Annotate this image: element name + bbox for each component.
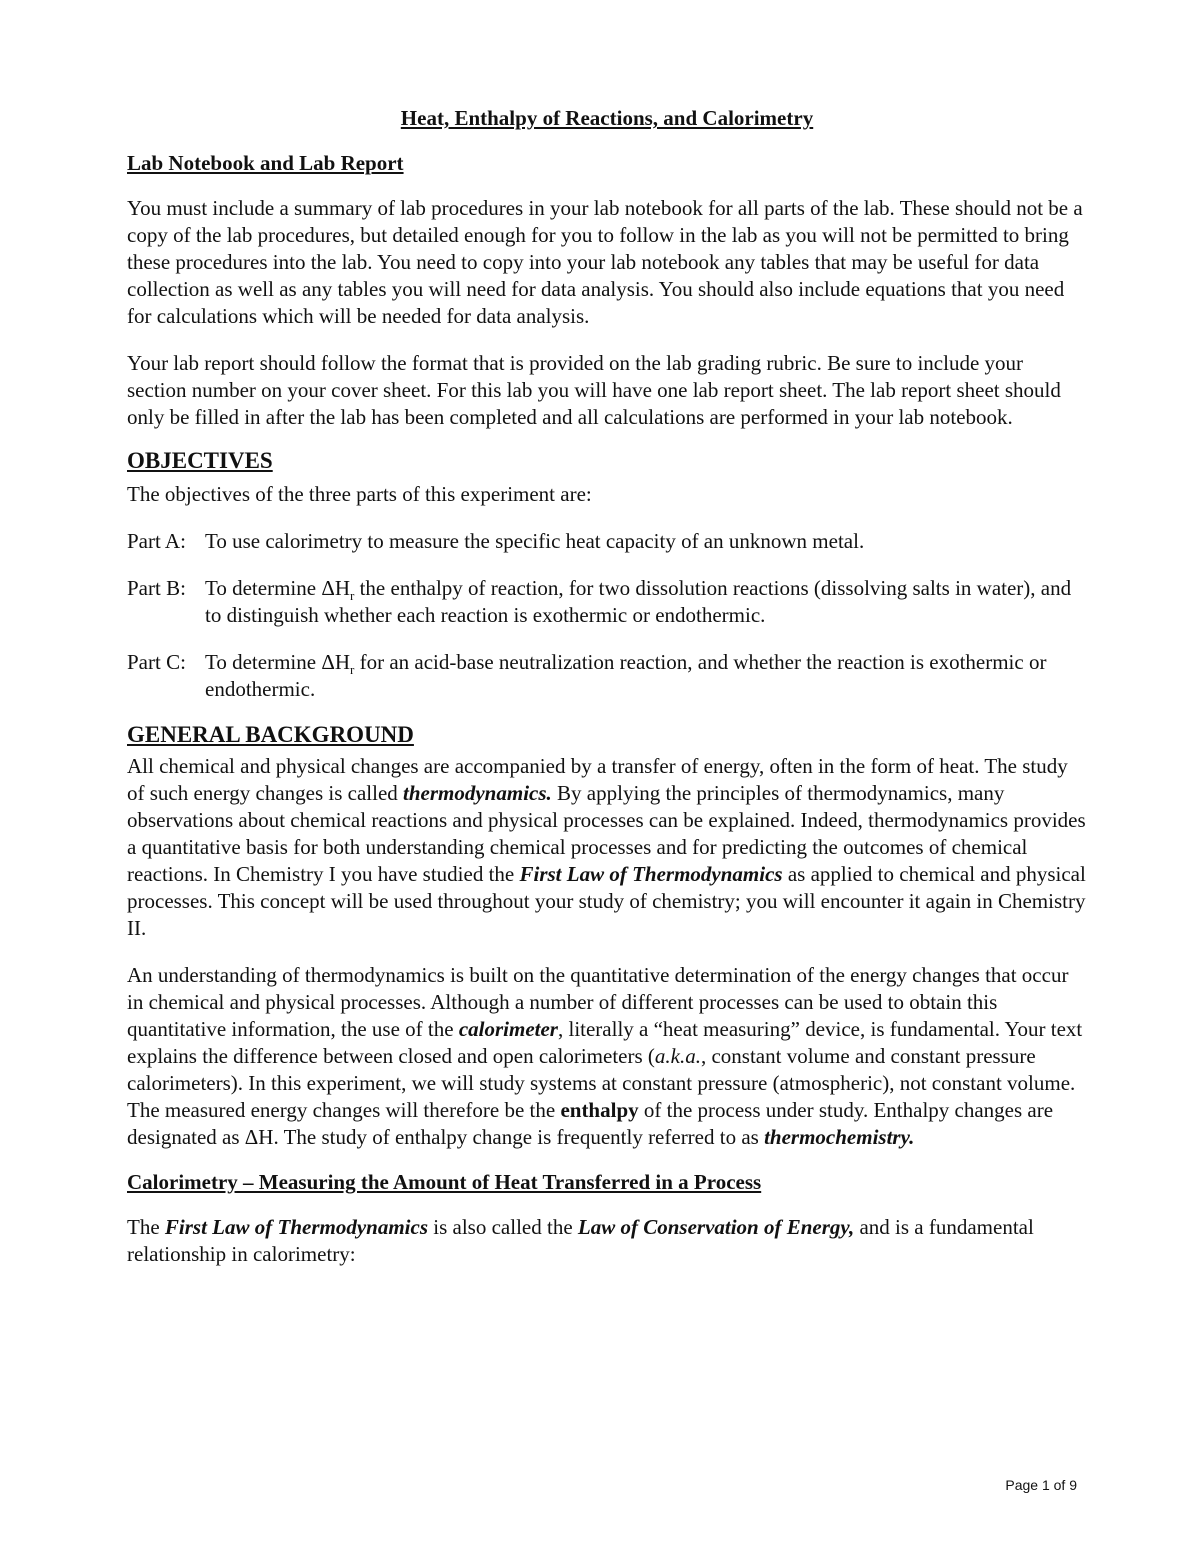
background-paragraph-2 (127, 962, 1087, 1151)
document-title: Heat, Enthalpy of Reactions, and Calorimetry (400, 106, 814, 130)
objective-part-c (127, 649, 1087, 703)
text-run: , literally a “heat measuring” device, is fundamental. Your text explains the difference between closed and open calorimeters ( (127, 1017, 1083, 1068)
background-paragraph-1 (127, 753, 1087, 942)
text-run: By applying the principles of thermodynamics, many observations about chemical reactions and physical processes can be explained. Indeed, thermodynamics provides a quantitative basis for both understanding chemical processes and for predicting the outcomes of chemical reactions. In Chemistry I you have studied the (127, 781, 1086, 886)
term-first-law: First Law of Thermodynamics (164, 1215, 429, 1239)
objectives-heading: OBJECTIVES (127, 448, 273, 473)
part-text-pre: To determine ΔH (205, 576, 350, 600)
objective-part-b (127, 575, 1087, 629)
lab-notebook-heading: Lab Notebook and Lab Report (127, 151, 404, 175)
subscript-r: r (350, 662, 355, 678)
part-text-pre: To determine ΔH (205, 650, 350, 674)
part-text (205, 649, 1087, 703)
text-run: , constant volume and constant pressure calorimeters). In this experiment, we will study systems at constant pressure (atmospheric), not constant volume. The measured energy changes will therefore be the (127, 1044, 1076, 1122)
term-aka: a.k.a. (654, 1044, 701, 1068)
text-run: and is a fundamental relationship in calorimetry: (127, 1215, 1034, 1266)
calorimetry-heading: Calorimetry – Measuring the Amount of Heat Transferred in a Process (127, 1170, 762, 1194)
calorimetry-paragraph (127, 1214, 1087, 1268)
subscript-r: r (350, 588, 355, 604)
text-run: All chemical and physical changes are accompanied by a transfer of energy, often in the form of heat. The study of such energy changes is called (127, 754, 1068, 805)
part-label: Part C: (127, 650, 186, 674)
page-number: Page 1 of 9 (1005, 1477, 1077, 1493)
part-label: Part A: (127, 529, 186, 553)
objectives-intro: The objectives of the three parts of this experiment are: (127, 482, 592, 506)
text-run: An understanding of thermodynamics is built on the quantitative determination of the energy changes that occur in chemical and physical processes. Although a number of different processes can be used to obtain this quantitative information, the use of the (127, 963, 1069, 1041)
text-run: is also called the (428, 1215, 578, 1239)
document-page (127, 105, 1087, 1288)
lab-notebook-paragraph-2: Your lab report should follow the format that is provided on the lab grading rubric. Be sure to include your section number on your cover sheet. For this lab you will have one lab report sheet. The lab report sheet should only be filled in after the lab has been completed and all calculations are performed in your lab notebook. (127, 351, 1061, 429)
objective-part-a (127, 528, 1087, 555)
part-text: To use calorimetry to measure the specific heat capacity of an unknown metal. (205, 529, 865, 553)
part-text (205, 575, 1087, 629)
term-thermochemistry: thermochemistry. (764, 1125, 915, 1149)
term-calorimeter: calorimeter (458, 1017, 558, 1041)
text-run: The (127, 1215, 165, 1239)
text-run: of the process under study. Enthalpy changes are designated as ΔH. The study of enthalpy change is frequently referred to as (127, 1098, 1054, 1149)
text-run: as applied to chemical and physical processes. This concept will be used throughout your study of chemistry; you will encounter it again in Chemistry II. (127, 862, 1086, 940)
term-first-law: First Law of Thermodynamics (519, 862, 783, 886)
term-enthalpy: enthalpy (560, 1098, 639, 1122)
term-thermodynamics: thermodynamics. (403, 781, 552, 805)
lab-notebook-paragraph-1: You must include a summary of lab procedures in your lab notebook for all parts of the lab. These should not be a copy of the lab procedures, but detailed enough for you to follow in the lab as you will not be permitted to bring these procedures into the lab. You need to copy into your lab notebook any tables that may be useful for data collection as well as any tables you will need for data analysis. You should also include equations that you need for calculations which will be needed for data analysis. (127, 196, 1083, 328)
part-text-post: the enthalpy of reaction, for two dissolution reactions (dissolving salts in water), and to distinguish whether each reaction is exothermic or endothermic. (205, 576, 1072, 627)
background-heading: GENERAL BACKGROUND (127, 722, 414, 747)
part-label: Part B: (127, 576, 186, 600)
term-conservation-of-energy: Law of Conservation of Energy, (577, 1215, 855, 1239)
part-text-post: for an acid-base neutralization reaction, and whether the reaction is exothermic or endothermic. (205, 650, 1047, 701)
